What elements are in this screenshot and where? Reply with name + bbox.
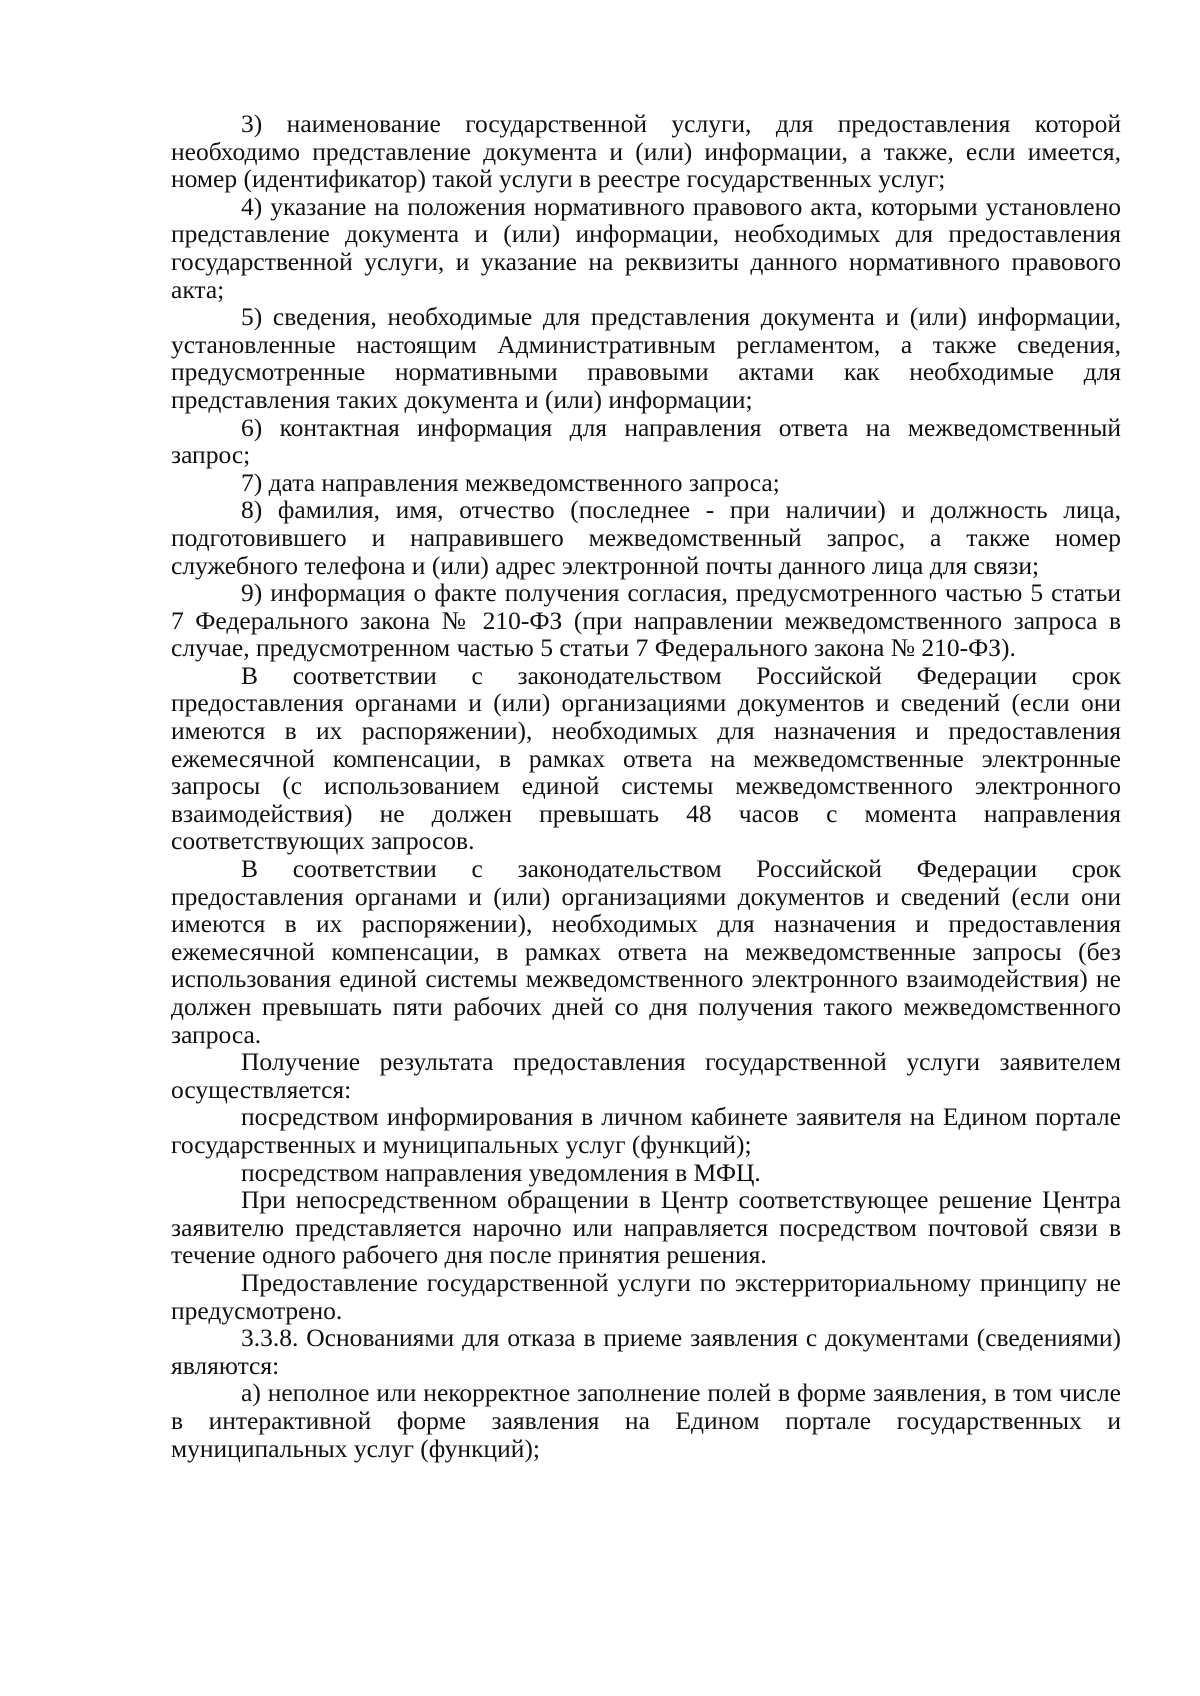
paragraph-item-6: 6) контактная информация для направления ответа на межведомственный запрос; — [171, 412, 1121, 470]
paragraph-section-3-3-8: 3.3.8. Основаниями для отказа в приеме заявления с документами (сведениями) являются: — [171, 1323, 1121, 1380]
paragraph-personal-cabinet: посредством информирования в личном кабинете заявителя на Едином портале государственных и муниципальных услуг (функций); — [171, 1102, 1121, 1159]
paragraph-item-5: 5) сведения, необходимые для представления документа и (или) информации, установленные настоящим Административным регламентом, а также сведения, предусмотренные нормативными правовыми актами как необходимые для представления таких документа и (или) информации; — [171, 302, 1121, 414]
paragraph-extraterritorial: Предоставление государственной услуги по экстерриториальному принципу не предусмотрено. — [171, 1267, 1121, 1325]
paragraph-item-8: 8) фамилия, имя, отчество (последнее - при наличии) и должность лица, подготовившего и направившего межведомственный запрос, а также номер служебного телефона и (или) адрес электронной почты данного лица для связи; — [171, 495, 1121, 580]
paragraph-item-9: 9) информация о факте получения согласия, предусмотренного частью 5 статьи 7 Федерального закона № 210-ФЗ (при направлении межведомственного запроса в случае, предусмотренном частью 5 статьи 7 Федерального закона № 210-ФЗ). — [171, 578, 1121, 663]
paragraph-result-receipt: Получение результата предоставления государственной услуги заявителем осуществляется: — [171, 1047, 1121, 1104]
document-page — [171, 110, 1121, 1462]
paragraph-item-4: 4) указание на положения нормативного правового акта, которыми установлено представление документа и (или) информации, необходимых для предоставления государственной услуги, и указание на реквизиты данного нормативного правового акта; — [171, 191, 1121, 304]
paragraph-item-a: а) неполное или некорректное заполнение полей в форме заявления, в том числе в интерактивной форме заявления на Едином портале государственных и муниципальных услуг (функций); — [171, 1378, 1121, 1463]
paragraph-electronic-deadline: В соответствии с законодательством Российской Федерации срок предоставления органами и (или) организациями документов и сведений (если они имеются в их распоряжении), необходимых для назначения и предоставления ежемесячной компенсации, в рамках ответа на межведомственные электронные запросы (с использованием единой системы межведомственного электронного взаимодействия) не должен превышать 48 часов с момента направления соответствующих запросов. — [171, 660, 1121, 856]
paragraph-direct-appeal: При непосредственном обращении в Центр соответствующее решение Центра заявителю представляется нарочно или направляется посредством почтовой связи в течение одного рабочего дня после принятия решения. — [171, 1185, 1121, 1270]
paragraph-item-3: 3) наименование государственной услуги, для предоставления которой необходимо представление документа и (или) информации, а также, если имеется, номер (идентификатор) такой услуги в реестре государственных услуг; — [171, 109, 1121, 194]
paragraph-mfc-notice: посредством направления уведомления в МФЦ. — [241, 1157, 761, 1187]
paragraph-non-electronic-deadline: В соответствии с законодательством Российской Федерации срок предоставления органами и (или) организациями документов и сведений (если они имеются в их распоряжении), необходимых для назначения и предоставления ежемесячной компенсации, в рамках ответа на межведомственные запросы (без использования единой системы межведомственного электронного взаимодействия) не должен превышать пяти рабочих дней со дня получения такого межведомственного запроса. — [171, 854, 1121, 1049]
paragraph-item-7: 7) дата направления межведомственного запроса; — [241, 467, 780, 497]
